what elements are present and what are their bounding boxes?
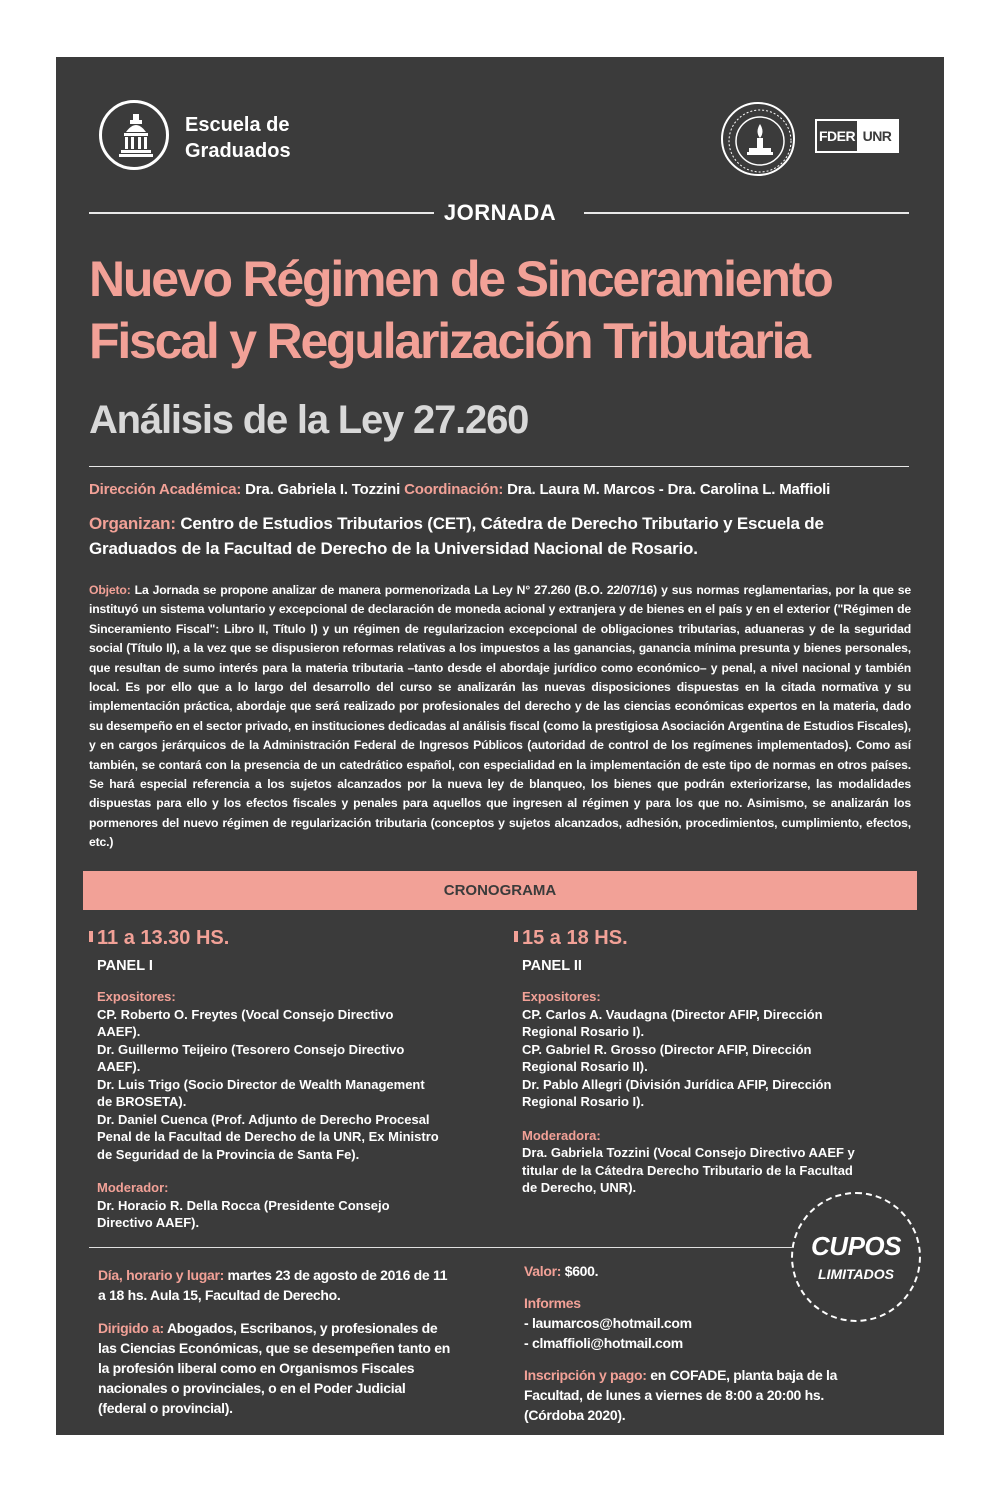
date-place: Día, horario y lugar: martes 23 de agosto de 2016 de 11 a 18 hs. Aula 15, Facultad de Derecho. [98,1267,448,1303]
escuela-logo [99,100,169,170]
rule-right [584,212,909,214]
panel-2-list: Expositores: CP. Carlos A. Vaudagna (Director AFIP, Dirección Regional Rosario I). CP. Gabriel R. Grosso (Director AFIP, Dirección Regional Rosario II). Dr. Pablo Allegri (División Jurídica AFIP, Dirección Regional Rosario I). Moderadora: Dra. Gabriela Tozzini (Vocal Consejo Directivo AAEF y titular de la Cátedra Derecho Tributario de la Facultad de Derecho, UNR). [522,988,864,1197]
list-item: Dra. Gabriela Tozzini (Vocal Consejo Directivo AAEF y titular de la Cátedra Derecho Tributario de la Facultad de Derecho, UNR). [522,1145,855,1195]
panel-2 [514,927,864,1197]
list-item: Dr. Guillermo Teijeiro (Tesorero Consejo Directivo AAEF). [97,1041,405,1074]
list-item: Dr. Pablo Allegri (División Jurídica AFIP, Dirección Regional Rosario I). [522,1076,832,1109]
list-item: CP. Roberto O. Freytes (Vocal Consejo Directivo AAEF). [97,1006,394,1039]
title-divider [89,466,909,467]
list-item: CP. Gabriel R. Grosso (Director AFIP, Dirección Regional Rosario II). [522,1041,812,1074]
registration: Inscripción y pago: en COFADE, planta baja de la Facultad, de lunes a viernes de 8:00 a 20:00 hs. (Córdoba 2020). [524,1367,838,1423]
objective-paragraph: Objeto: La Jornada se propone analizar de manera pormenorizada La Ley N° 27.260 (B.O. 22/07/16) y sus normas reglamentarias, por la que se instituyó un sistema voluntario y excepcional de declaración de moneda acional y extranjera y de bienes en el país y en el exterior ("Régimen de Sinceramiento Fiscal": Libro II, Título I) y un régimen de regularizacion excepcional de obligaciones tributarias, aduaneras y de la seguridad social (Título II), a la vez que se dispusieron reformas relativas a los impuestos a las ganancias, ganancia mínima presunta y bienes personales, que resultan de sumo interés para la materia tributaria –tanto desde el abordaje jurídico como económico– y penal, a nivel nacional y también local. Es por ello que a lo largo del desarrollo del curso se analizarán las nuevas disposiciones dispuestas en la citada normativa y su implementación práctica, abordaje que será realizado por profesionales del derecho y de las ciencias económicas expertos en la materia, dado su desempeño en el sector privado, en instituciones dedicadas al análisis fiscal (como la prestigiosa Asociación Argentina de Estudios Fiscales), y en cargos jerárquicos de la Administración Federal de Ingresos Públicos (autoridad de control de los regímenes implementados). Como así también, se contará con la presencia de un catedrático español, con especialidad en la implementación de este tipo de normas en otros países. Se hará especial referencia a los sujetos alcanzados por la nueva ley de blanqueo, los bienes que podrán exteriorizarse, las modalidades dispuestas para ello y los efectos fiscales y penales para aquellos que ingresen al régimen y para los que no. Asimismo, se analizarán los pormenores del nuevo régimen de regularización tributaria (conceptos y sujetos alcanzados, adhesión, procedimientos, cumplimiento, efectos, etc.) [89,583,911,850]
panel-2-time: 15 a 18 HS. [514,927,864,950]
schedule-header: CRONOGRAMA [83,871,917,910]
event-info-left [98,1265,453,1418]
organizers: Organizan: Centro de Estudios Tributarios (CET), Cátedra de Derecho Tributario y Escuela de Graduados de la Facultad de Derecho de la Universidad Nacional de Rosario. [89,514,824,558]
list-item: Dr. Luis Trigo (Socio Director de Wealth Management de BROSETA). [97,1076,425,1109]
email-laumarcos[interactable]: - laumarcos@hotmail.com [524,1315,692,1331]
unr-seal-icon [721,102,795,176]
fder-text: FDER [818,128,856,144]
list-item: Dr. Daniel Cuenca (Prof. Adjunto de Derecho Procesal Penal de la Facultad de Derecho de la UNR, Ex Ministro de Seguridad de la Provincia de Santa Fe). [97,1111,439,1162]
price: Valor: $600. [524,1263,599,1279]
panel-1 [89,927,439,1232]
panel-1-time: 11 a 13.30 HS. [89,927,439,950]
rule-left [89,212,434,214]
email-clmaffioli[interactable]: - clmaffioli@hotmail.com [524,1335,683,1351]
audience: Dirigido a: Abogados, Escribanos, y profesionales de las Ciencias Económicas, que se desempeñen tanto en la profesión liberal como en Organismos Fiscales nacionales o provinciales, o en el Poder Judicial (federal o provincial). [98,1320,450,1416]
list-item: Dr. Horacio R. Della Rocca (Presidente Consejo Directivo AAEF). [97,1197,390,1230]
event-info-right [524,1261,884,1425]
cupos-badge: CUPOS LIMITADOS [791,1192,921,1322]
fder-unr-logo [815,119,899,153]
building-icon [116,112,156,164]
bottom-divider [89,1247,911,1248]
panel-1-list: Expositores: CP. Roberto O. Freytes (Vocal Consejo Directivo AAEF). Dr. Guillermo Teijeiro (Tesorero Consejo Directivo AAEF). Dr. Luis Trigo (Socio Director de Wealth Management de BROSETA). Dr. Daniel Cuenca (Prof. Adjunto de Derecho Procesal Penal de la Facultad de Derecho de la UNR, Ex Ministro de Seguridad de la Provincia de Santa Fe). Moderador: Dr. Horacio R. Della Rocca (Presidente Consejo Directivo AAEF). [97,989,439,1230]
informes-label: Informes [524,1295,581,1311]
page-title: Nuevo Régimen de Sinceramiento Fiscal y Regularización Tributaria [89,251,832,369]
unr-text: UNR [857,121,897,151]
event-type: JORNADA [443,200,557,225]
page-subtitle: Análisis de la Ley 27.260 [89,398,529,442]
panel-2-title: PANEL II [522,958,582,974]
panel-1-title: PANEL I [97,958,153,974]
school-name: Escuela de Graduados [185,114,291,162]
poster [56,57,944,1435]
list-item: CP. Carlos A. Vaudagna (Director AFIP, Dirección Regional Rosario I). [522,1006,823,1039]
credits-line: Dirección Académica: Dra. Gabriela I. Tozzini Coordinación: Dra. Laura M. Marcos - Dra. Carolina L. Maffioli [89,481,831,498]
